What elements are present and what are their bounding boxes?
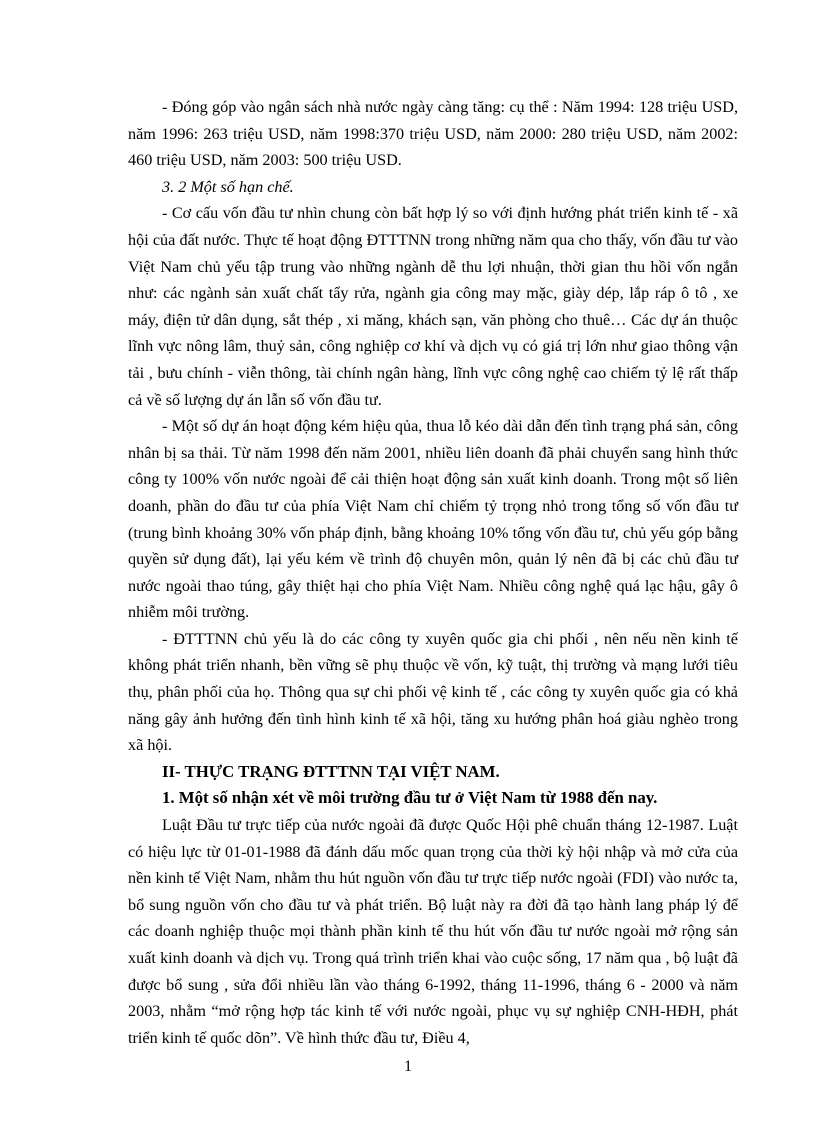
paragraph-budget-contribution: - Đóng góp vào ngân sách nhà nước ngày càng tăng: cụ thể : Năm 1994: 128 triệu USD, năm 1996: 263 triệu USD, năm 1998:370 triệu USD, năm 2000: 280 triệu USD, năm 2002: 460 triệu USD, năm 2003: 500 triệu USD. <box>128 98 738 170</box>
paragraph-inefficient-projects: - Một số dự án hoạt động kém hiệu qủa, thua lỗ kéo dài dẫn đến tình trạng phá sản, công nhân bị sa thải. Từ năm 1998 đến năm 2001, nhiều liên doanh đã phải chuyển sang hình thức công ty 100% vốn nước ngoài để cải thiện hoạt động sản xuất kinh doanh. Trong một số liên doanh, phần do đầu tư của phía Việt Nam chỉ chiếm tỷ trọng nhỏ trong tổng số vốn đầu tư (trung bình khoảng 30% vốn pháp định, bằng khoảng 10% tổng vốn đầu tư, chủ yếu góp bằng quyền sử dụng đất), lại yếu kém về trình độ chuyên môn, quản lý nên đã bị các chủ đầu tư nước ngoài thao túng, gây thiệt hại cho phía Việt Nam. Nhiều công nghệ quá lạc hậu, gây ô nhiễm môi trường. <box>128 417 738 622</box>
document-body <box>128 94 738 1051</box>
section-heading-situation: II- THỰC TRẠNG ĐTTTNN TẠI VIỆT NAM. <box>162 761 500 781</box>
paragraph-multinational-control: - ĐTTTNN chủ yếu là do các công ty xuyên quốc gia chi phối , nên nếu nền kinh tế không phát triển nhanh, bền vững sẽ phụ thuộc về vốn, kỹ tuật, thị trường và mạng lưới tiêu thụ, phân phối của họ. Thông qua sự chi phối vệ kinh tế , các công ty xuyên quốc gia có khả năng gây ảnh hưởng đến tình hình kinh tế xã hội, tăng xu hướng phân hoá giàu nghèo trong xã hội. <box>128 629 738 755</box>
subheading-limitations: 3. 2 Một số hạn chế. <box>162 177 294 196</box>
paragraph-investment-structure: - Cơ cấu vốn đầu tư nhìn chung còn bất hợp lý so với định hướng phát triển kinh tế - xã hội của đất nước. Thực tế hoạt động ĐTTTNN trong những năm qua cho thấy, vốn đầu tư vào Việt Nam chủ yếu tập trung vào những ngành dễ thu lợi nhuận, thời gian thu hồi vốn ngắn như: các ngành sản xuất chất tẩy rửa, ngành gia công may mặc, giày dép, lắp ráp ô tô , xe máy, điện tử dân dụng, sắt thép , xi măng, khách sạn, văn phòng cho thuê… Các dự án thuộc lĩnh vực nông lâm, thuỷ sản, công nghiệp cơ khí và dịch vụ có giá trị lớn như giao thông vận tải , bưu chính - viễn thông, tài chính ngân hàng, lĩnh vực công nghệ cao chiếm tỷ lệ rất thấp cả về số lượng dự án lẫn số vốn đầu tư. <box>128 204 738 409</box>
subsection-heading-environment: 1. Một số nhận xét về môi trường đầu tư ở Việt Nam từ 1988 đến nay. <box>162 788 658 808</box>
page-number: 1 <box>404 1058 412 1075</box>
paragraph-investment-law: Luật Đầu tư trực tiếp của nước ngoài đã được Quốc Hội phê chuẩn tháng 12-1987. Luật có hiệu lực từ 01-01-1988 đã đánh dấu mốc quan trọng của thời kỳ hội nhập và mở cửa của nền kinh tế Việt Nam, nhằm thu hút nguồn vốn đầu tư trực tiếp nước ngoài (FDI) vào nước ta, bổ sung nguồn vốn cho đầu tư và phát triển. Bộ luật này ra đời đã tạo hành lang pháp lý để các doanh nghiệp thuộc mọi thành phần kinh tế thu hút vốn đầu tư nước ngoài mở rộng sản xuất kinh doanh và dịch vụ. Trong quá trình triển khai vào cuộc sống, 17 năm qua , bộ luật đã được bổ sung , sửa đổi nhiều lần vào tháng 6-1992, tháng 11-1996, tháng 6 - 2000 và năm 2003, nhằm “mở rộng hợp tác kinh tế với nước ngoài, phục vụ sự nghiệp CNH-HĐH, phát triển kinh tế quốc dõn”. Về hình thức đầu tư, Điều 4, <box>128 816 738 1047</box>
